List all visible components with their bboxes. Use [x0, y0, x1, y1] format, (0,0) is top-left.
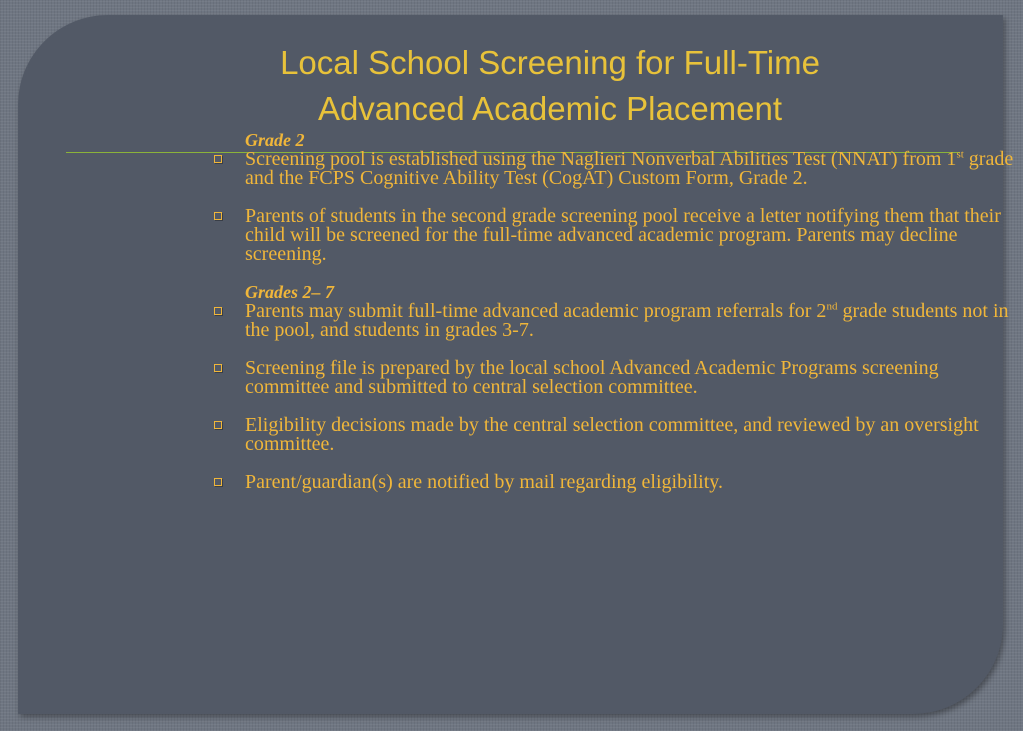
- slide-content: [212, 131, 1022, 492]
- grades-2-7-heading: Grades 2– 7: [245, 282, 334, 302]
- bullet-item-eligibility: Eligibility decisions made by the central selection committee, and reviewed by an oversight committee.: [212, 416, 1022, 454]
- square-bullet-icon: [214, 307, 222, 315]
- square-bullet-icon: [214, 212, 222, 220]
- square-bullet-icon: [214, 421, 222, 429]
- square-bullet-icon: [214, 364, 222, 372]
- grade-2-heading: Grade 2: [245, 130, 305, 150]
- bullet-item-notification: Parent/guardian(s) are notified by mail regarding eligibility.: [212, 473, 1022, 492]
- slide-title: [130, 40, 970, 132]
- bullet-item-screening-pool: Screening pool is established using the Naglieri Nonverbal Abilities Test (NNAT) from 1st grade and the FCPS Cognitive Ability Test (CogAT) Custom Form, Grade 2.: [212, 150, 1022, 188]
- square-bullet-icon: [214, 478, 222, 486]
- square-bullet-icon: [214, 155, 222, 163]
- title-line-1: Local School Screening for Full-Time: [280, 44, 820, 81]
- bullet-item-screening-file: Screening file is prepared by the local school Advanced Academic Programs screening committee and submitted to central selection committee.: [212, 359, 1022, 397]
- bullet-item-referrals: Parents may submit full-time advanced academic program referrals for 2nd grade students not in the pool, and students in grades 3-7.: [212, 302, 1022, 340]
- title-line-2: Advanced Academic Placement: [317, 90, 783, 127]
- bullet-item-parents-letter: Parents of students in the second grade screening pool receive a letter notifying them that their child will be screened for the full-time advanced academic program. Parents may decline screening.: [212, 207, 1022, 264]
